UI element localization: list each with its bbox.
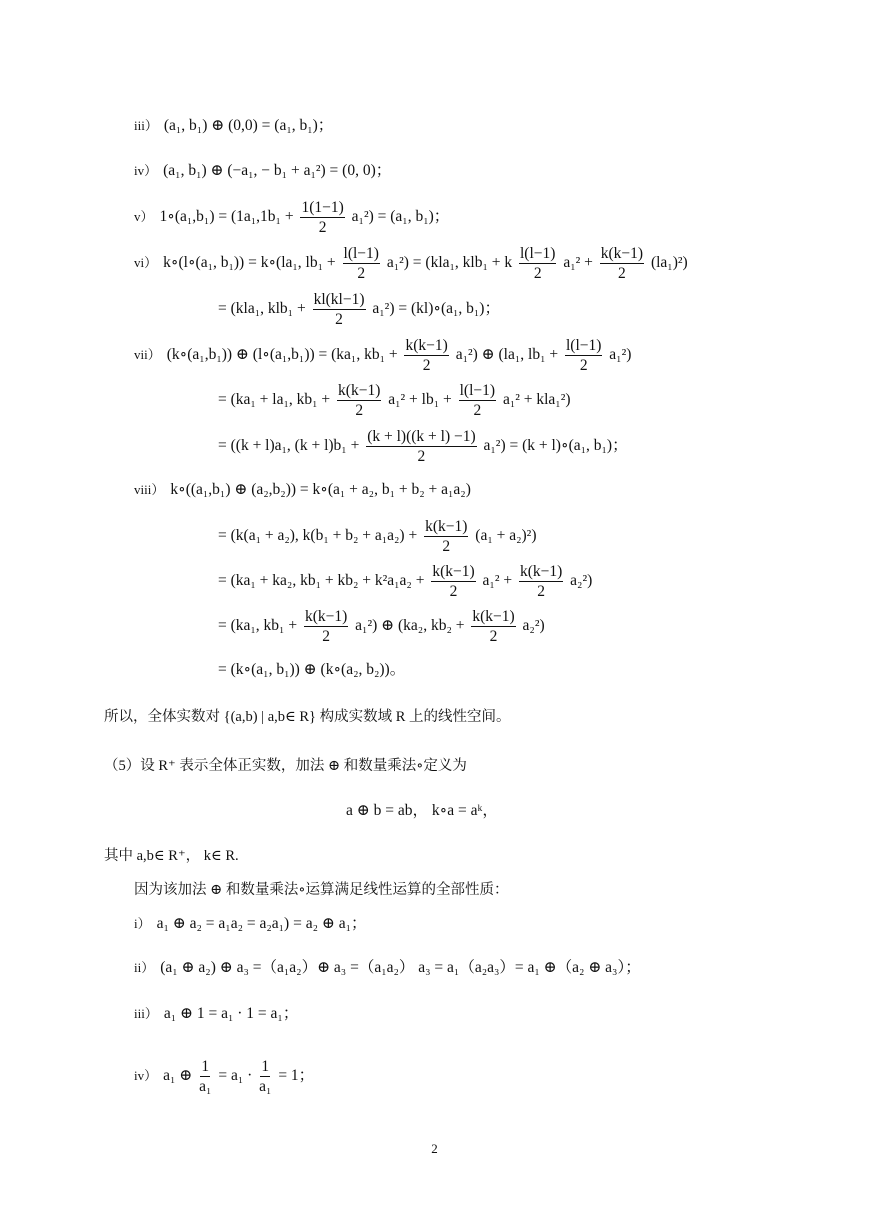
- formula-text: a₁²) = (kl)∘(a₁, b₁)；: [372, 300, 500, 318]
- formula-text: = (kla₁, klb₁ +: [218, 300, 306, 318]
- property-vi-continuation: [218, 291, 500, 328]
- property-vii-line: [134, 337, 631, 374]
- properties-intro: [134, 880, 509, 900]
- formula-text: = (ka₁ + la₁, kb₁ +: [218, 391, 331, 409]
- item-label: iv）: [134, 1068, 158, 1084]
- item-label: i）: [134, 916, 151, 931]
- fraction: [300, 199, 344, 236]
- property-viii-continuation-3: [218, 608, 545, 645]
- definition-formula: [346, 801, 498, 821]
- fraction-denominator: 2: [357, 265, 366, 282]
- fraction-denominator: a₁: [199, 1078, 212, 1095]
- property-viii-continuation-4: [218, 660, 405, 680]
- fraction-numerator: k(k−1): [432, 563, 475, 580]
- fraction-denominator: a₁: [259, 1078, 272, 1095]
- fraction: [259, 1058, 271, 1095]
- fraction-numerator: k(k−1): [600, 245, 644, 262]
- fraction-denominator: 2: [579, 357, 588, 374]
- formula-text: 1∘(a₁,b₁) = (1a₁,1b₁ +: [159, 208, 294, 226]
- formula-text: a₁² +: [563, 254, 593, 272]
- fraction: [304, 608, 348, 645]
- fraction-denominator: 2: [417, 448, 426, 465]
- paragraph-text: 其中 a,b∈ R⁺， k∈ R.: [104, 848, 239, 864]
- fraction-numerator: l(l−1): [565, 337, 602, 354]
- formula-text: a₂²): [570, 572, 593, 590]
- property-iv-line-2: [134, 1058, 314, 1095]
- property-vi-line: [134, 245, 688, 282]
- fraction-numerator: k(k−1): [304, 608, 348, 625]
- property-iv-line: [134, 161, 391, 181]
- formula-text: (a₁ ⊕ a₂) ⊕ a₃ =（a₁a₂）⊕ a₃ =（a₁a₂） a₃ = a₁（a₂a₃）= a₁ ⊕（a₂ ⊕ a₃）；: [160, 959, 641, 976]
- fraction-denominator: 2: [335, 311, 343, 328]
- fraction: [471, 608, 515, 645]
- fraction-numerator: k(k−1): [338, 382, 381, 399]
- paragraph-text: （5）设 R⁺ 表示全体正实数，加法 ⊕ 和数量乘法∘定义为: [104, 758, 467, 774]
- property-viii-continuation-1: [218, 518, 537, 555]
- property-iii-line-2: [134, 1004, 298, 1024]
- formula-text: a₁ ⊕: [163, 1067, 193, 1085]
- formula-text: = (ka₁ + ka₂, kb₁ + kb₂ + k²a₁a₂ +: [218, 572, 425, 590]
- fraction-numerator: 1(1−1): [301, 199, 344, 216]
- formula-text: a₂²): [522, 617, 545, 635]
- formula-text: a₁²): [609, 346, 632, 364]
- fraction-denominator: 2: [422, 357, 431, 374]
- formula-text: = a₁ ·: [218, 1067, 253, 1085]
- formula-text: a₁² +: [482, 572, 513, 590]
- fraction: [600, 245, 644, 282]
- fraction: [404, 337, 448, 374]
- property-iii-line: [134, 116, 333, 136]
- formula-text: = (ka₁, kb₁ +: [218, 617, 298, 635]
- formula-text: a₁²) = (k + l)∘(a₁, b₁)；: [483, 437, 628, 455]
- fraction-numerator: k(k−1): [405, 337, 448, 354]
- item-label: vii）: [134, 347, 161, 363]
- formula-text: a₁² + lb₁ +: [388, 391, 452, 409]
- fraction: [199, 1058, 211, 1095]
- formula-text: a₁ ⊕ 1 = a₁ · 1 = a₁；: [163, 1005, 299, 1022]
- fraction-denominator: 2: [618, 265, 626, 282]
- fraction-denominator: 2: [442, 538, 451, 555]
- fraction: [313, 291, 366, 328]
- fraction-numerator: k(k−1): [472, 608, 515, 625]
- formula-text: k∘(l∘(a₁, b₁)) = k∘(la₁, lb₁ +: [163, 254, 336, 272]
- fraction-denominator: 2: [449, 583, 458, 600]
- fraction: [366, 428, 476, 465]
- item-label: v）: [134, 209, 154, 225]
- formula-text: = ((k + l)a₁, (k + l)b₁ +: [218, 437, 360, 455]
- fraction-numerator: kl(kl−1): [313, 291, 365, 308]
- property-v-line: [134, 199, 449, 236]
- fraction-numerator: 1: [261, 1058, 270, 1075]
- formula-text: a ⊕ b = ab， k∘a = aᵏ，: [346, 802, 498, 819]
- property-viii-line: [134, 480, 471, 500]
- fraction: [337, 382, 381, 419]
- item-label: iii）: [134, 1006, 158, 1021]
- fraction-numerator: l(l−1): [343, 245, 379, 262]
- property-viii-continuation-2: [218, 563, 592, 600]
- fraction: [459, 382, 496, 419]
- formula-text: (a₁, b₁) ⊕ (−a₁, − b₁ + a₁²) = (0, 0)；: [163, 162, 392, 179]
- fraction: [431, 563, 475, 600]
- fraction-denominator: 2: [537, 583, 545, 600]
- page-number: 2: [431, 1141, 438, 1156]
- paragraph-text: 因为该加法 ⊕ 和数量乘法∘运算满足线性运算的全部性质：: [134, 882, 509, 898]
- fraction-denominator: 2: [355, 402, 364, 419]
- formula-text: = (k(a₁ + a₂), k(b₁ + b₂ + a₁a₂) +: [218, 527, 418, 545]
- property-i-line: [134, 914, 367, 934]
- item-label: iii）: [134, 118, 158, 133]
- fraction-denominator: 2: [322, 628, 330, 645]
- formula-text: = 1；: [278, 1067, 315, 1085]
- item-label: iv）: [134, 163, 158, 178]
- section-5-intro: [104, 756, 467, 776]
- fraction-numerator: (k + l)((k + l) −1): [367, 428, 476, 445]
- item-label: ii）: [134, 960, 155, 975]
- property-ii-line: [134, 958, 641, 978]
- formula-text: a₁²) ⊕ (la₁, lb₁ +: [455, 346, 559, 364]
- formula-text: k∘((a₁,b₁) ⊕ (a₂,b₂)) = k∘(a₁ + a₂, b₁ + b₂ + a₁a₂): [170, 481, 471, 498]
- item-label: vi）: [134, 255, 158, 271]
- fraction: [565, 337, 602, 374]
- fraction-denominator: 2: [489, 628, 498, 645]
- where-clause: [104, 846, 239, 866]
- property-vii-continuation-2: [218, 428, 628, 465]
- fraction-denominator: 2: [318, 219, 327, 236]
- property-vii-continuation-1: [218, 382, 571, 419]
- fraction-numerator: k(k−1): [425, 518, 468, 535]
- formula-text: = (k∘(a₁, b₁)) ⊕ (k∘(a₂, b₂))。: [218, 661, 406, 678]
- formula-text: a₁²) = (a₁, b₁)；: [351, 208, 450, 226]
- fraction-denominator: 2: [473, 402, 482, 419]
- fraction-numerator: l(l−1): [459, 382, 496, 399]
- fraction: [424, 518, 468, 555]
- fraction-numerator: k(k−1): [519, 563, 563, 580]
- formula-text: a₁²) = (kla₁, klb₁ + k: [386, 254, 513, 272]
- fraction: [519, 563, 563, 600]
- formula-text: a₁²) ⊕ (ka₂, kb₂ +: [355, 617, 465, 635]
- fraction-numerator: 1: [201, 1058, 210, 1075]
- formula-text: (la₁)²): [650, 254, 688, 272]
- formula-text: a₁ ⊕ a₂ = a₁a₂ = a₂a₁) = a₂ ⊕ a₁；: [156, 915, 367, 932]
- formula-text: (a₁ + a₂)²): [475, 527, 537, 545]
- fraction-numerator: l(l−1): [520, 245, 556, 262]
- fraction: [343, 245, 380, 282]
- conclusion-paragraph: [104, 707, 511, 727]
- paragraph-text: 所以，全体实数对 {(a,b) | a,b∈ R} 构成实数域 R 上的线性空间。: [104, 709, 511, 725]
- item-label: viii）: [134, 482, 165, 497]
- fraction-denominator: 2: [533, 265, 542, 282]
- fraction: [519, 245, 556, 282]
- formula-text: (k∘(a₁,b₁)) ⊕ (l∘(a₁,b₁)) = (ka₁, kb₁ +: [166, 346, 398, 364]
- formula-text: a₁² + kla₁²): [502, 391, 571, 409]
- formula-text: (a₁, b₁) ⊕ (0,0) = (a₁, b₁)；: [163, 117, 334, 134]
